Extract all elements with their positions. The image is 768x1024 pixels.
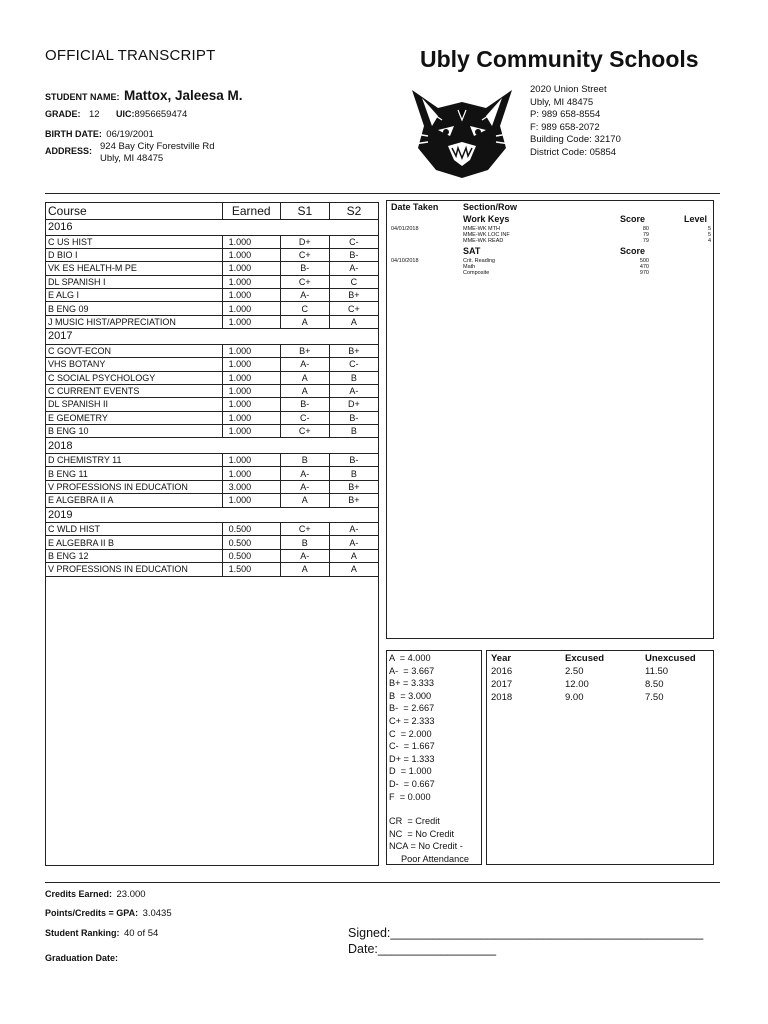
s2-grade: B- [329, 453, 378, 466]
s2-grade: B+ [329, 344, 378, 357]
course-row [46, 411, 379, 424]
s1-grade: A [280, 371, 329, 384]
work-keys-score: 79 [642, 232, 649, 238]
grade-scale-line: D+ = 1.333 [389, 753, 435, 764]
course-row [46, 425, 379, 438]
student-name-label: STUDENT NAME: [45, 92, 120, 102]
s1-grade: B [280, 536, 329, 549]
s1-header: S1 [280, 203, 329, 220]
signature-line: Signed:_____________________________________________ [348, 926, 704, 940]
s1-grade: A- [280, 289, 329, 302]
course-row [46, 494, 379, 507]
school-street: 2020 Union Street [530, 84, 607, 95]
school-address [530, 84, 621, 160]
year-row [46, 329, 379, 345]
credits-label: Credits Earned: [45, 889, 113, 899]
course-row [46, 371, 379, 384]
s1-grade: C- [280, 411, 329, 424]
s1-grade: B [280, 453, 329, 466]
attendance-excused: 12.00 [565, 679, 589, 690]
credits-earned: 1.000 [222, 289, 280, 302]
sat-score: 970 [639, 270, 649, 276]
course-row [46, 384, 379, 397]
course-name: J MUSIC HIST/APPRECIATION [46, 315, 223, 328]
s1-grade: C+ [280, 425, 329, 438]
course-row [46, 467, 379, 480]
course-name: B ENG 09 [46, 302, 223, 315]
s1-grade: A [280, 315, 329, 328]
school-phone: P: 989 658-8554 [530, 109, 601, 121]
s2-grade: A- [329, 536, 378, 549]
credits-earned: 1.000 [222, 302, 280, 315]
date-line: Date:_________________ [348, 942, 497, 956]
ranking-label: Student Ranking: [45, 928, 120, 938]
course-name: C US HIST [46, 235, 223, 248]
year-row [46, 507, 379, 523]
course-name: V PROFESSIONS IN EDUCATION [46, 480, 223, 493]
course-name: E GEOMETRY [46, 411, 223, 424]
credits-value: 23.000 [116, 889, 146, 900]
s2-grade: C+ [329, 302, 378, 315]
s1-grade: A [280, 563, 329, 576]
attendance-box [486, 650, 714, 865]
s1-grade: B- [280, 262, 329, 275]
s1-grade: C+ [280, 248, 329, 261]
course-name: C WLD HIST [46, 523, 223, 536]
credits-earned: 1.000 [222, 358, 280, 371]
course-name: E ALGEBRA II A [46, 494, 223, 507]
attendance-excused: 9.00 [565, 692, 584, 703]
credits-earned: 1.000 [222, 235, 280, 248]
uic-value: 8956659474 [134, 109, 188, 120]
course-name: B ENG 12 [46, 549, 223, 562]
gpa-label: Points/Credits = GPA: [45, 908, 139, 918]
test-scores-box [386, 200, 714, 639]
grade-row [45, 104, 187, 122]
grade-scale-line: C- = 1.667 [389, 741, 435, 752]
course-row [46, 358, 379, 371]
wildcat-mascot-logo [408, 86, 516, 180]
course-row [46, 398, 379, 411]
course-row [46, 248, 379, 261]
earned-header: Earned [222, 203, 280, 220]
s2-grade: B [329, 467, 378, 480]
sat-section: Math [463, 264, 476, 270]
grade-code-line: Poor Attendance [401, 853, 469, 864]
year-label: 2017 [46, 329, 379, 345]
credits-earned: 0.500 [222, 549, 280, 562]
header-divider [45, 193, 720, 194]
year-label: 2018 [46, 438, 379, 454]
s1-grade: A [280, 384, 329, 397]
s2-grade: A [329, 563, 378, 576]
uic-label: UIC: [115, 109, 135, 119]
s2-grade: B- [329, 411, 378, 424]
grade-code-line: NCA = No Credit - [389, 841, 463, 852]
course-name: B ENG 11 [46, 467, 223, 480]
s1-grade: B- [280, 398, 329, 411]
s1-grade: A- [280, 467, 329, 480]
address-label: ADDRESS: [45, 146, 93, 156]
s2-grade: B+ [329, 480, 378, 493]
course-name: D CHEMISTRY 11 [46, 453, 223, 466]
s1-grade: A [280, 494, 329, 507]
s1-grade: A- [280, 549, 329, 562]
gpa-value: 3.0435 [142, 908, 172, 919]
sat-date: 04/10/2018 [391, 258, 419, 264]
credits-earned: 1.000 [222, 398, 280, 411]
sat-score: 470 [639, 264, 649, 270]
s2-grade: B- [329, 248, 378, 261]
section-row-header: Section/Row [463, 202, 518, 212]
grade-scale-line: F = 0.000 [389, 791, 431, 802]
address-row [45, 141, 92, 159]
date-taken-header: Date Taken [391, 202, 439, 212]
s2-grade: B+ [329, 494, 378, 507]
course-header: Course [46, 203, 223, 220]
s1-grade: B+ [280, 344, 329, 357]
attendance-year-header: Year [491, 653, 512, 664]
s2-grade: B [329, 425, 378, 438]
student-address [100, 141, 215, 165]
course-name: DL SPANISH I [46, 275, 223, 288]
grade-scale-box [386, 650, 482, 865]
grade-scale-line: C+ = 2.333 [389, 715, 435, 726]
s2-grade: C [329, 275, 378, 288]
birth-date-label: BIRTH DATE: [45, 129, 102, 139]
gpa-row [45, 903, 172, 921]
school-name: Ubly Community Schools [420, 46, 699, 72]
sat-title: SAT [463, 246, 481, 256]
attendance-unexcused: 7.50 [645, 692, 664, 703]
year-label: 2016 [46, 220, 379, 236]
s2-header: S2 [329, 203, 378, 220]
course-name: V PROFESSIONS IN EDUCATION [46, 563, 223, 576]
attendance-unexcused: 8.50 [645, 679, 664, 690]
credits-earned: 1.000 [222, 384, 280, 397]
s2-grade: C- [329, 358, 378, 371]
s1-grade: A- [280, 480, 329, 493]
s2-grade: B [329, 371, 378, 384]
credits-earned: 1.000 [222, 262, 280, 275]
work-keys-level: 5 [707, 226, 711, 232]
course-row [46, 262, 379, 275]
attendance-unexcused-header: Unexcused [645, 653, 696, 664]
course-name: C CURRENT EVENTS [46, 384, 223, 397]
attendance-year: 2017 [491, 679, 513, 690]
course-row [46, 302, 379, 315]
sat-section: Crit. Reading [463, 258, 496, 264]
course-name: D BIO I [46, 248, 223, 261]
credits-earned: 1.500 [222, 563, 280, 576]
course-row [46, 315, 379, 328]
s2-grade: D+ [329, 398, 378, 411]
sat-score-header: Score [620, 246, 646, 256]
grade-scale-line: D- = 0.667 [389, 778, 435, 789]
credits-earned: 1.000 [222, 371, 280, 384]
grade-scale-line: A- = 3.667 [389, 665, 435, 676]
work-keys-title: Work Keys [463, 214, 510, 224]
attendance-excused-header: Excused [565, 653, 605, 664]
s2-grade: A [329, 549, 378, 562]
work-keys-level: 5 [707, 232, 711, 238]
course-row [46, 480, 379, 493]
s2-grade: B+ [329, 289, 378, 302]
s1-grade: C+ [280, 275, 329, 288]
grade-value: 12 [88, 109, 100, 120]
credits-earned: 0.500 [222, 536, 280, 549]
course-name: B ENG 10 [46, 425, 223, 438]
school-fax: F: 989 658-2072 [530, 121, 600, 133]
work-keys-section: MME-WK LOC INF [463, 232, 510, 238]
work-keys-section: MME-WK MTH [463, 226, 500, 232]
school-city: Ubly, MI 48475 [530, 96, 594, 108]
course-name: VK ES HEALTH-M PE [46, 262, 223, 275]
student-name: Mattox, Jaleesa M. [123, 88, 243, 103]
grade-scale-line: D = 1.000 [389, 766, 432, 777]
graduation-label: Graduation Date: [45, 953, 119, 963]
grade-scale-line: A = 4.000 [389, 653, 431, 663]
course-table-header [46, 203, 379, 220]
course-row [46, 563, 379, 576]
district-code: District Code: 05854 [530, 146, 617, 158]
address-line-1: 924 Bay City Forestville Rd [100, 141, 215, 152]
work-keys-score: 80 [642, 226, 649, 232]
credits-earned: 0.500 [222, 523, 280, 536]
grade-scale-line: B- = 2.667 [389, 703, 435, 714]
credits-earned: 1.000 [222, 248, 280, 261]
year-row [46, 438, 379, 454]
address-line-2: Ubly, MI 48475 [100, 153, 164, 164]
sat-score: 500 [639, 258, 649, 264]
s1-grade: C [280, 302, 329, 315]
course-row [46, 549, 379, 562]
credits-earned: 1.000 [222, 453, 280, 466]
s1-grade: D+ [280, 235, 329, 248]
course-name: VHS BOTANY [46, 358, 223, 371]
document-title: OFFICIAL TRANSCRIPT [45, 47, 216, 64]
course-row [46, 275, 379, 288]
birth-date-value: 06/19/2001 [106, 129, 154, 140]
course-name: E ALGEBRA II B [46, 536, 223, 549]
credits-earned: 1.000 [222, 467, 280, 480]
credits-earned: 3.000 [222, 480, 280, 493]
grade-code-line: NC = No Credit [389, 828, 455, 839]
course-table-box [45, 202, 379, 866]
s2-grade: A- [329, 262, 378, 275]
work-keys-level-header: Level [684, 214, 708, 224]
grade-label: GRADE: [45, 109, 81, 119]
ranking-row [45, 923, 158, 941]
grade-scale-line: B+ = 3.333 [389, 678, 434, 689]
course-row [46, 536, 379, 549]
course-name: C GOVT-ECON [46, 344, 223, 357]
s2-grade: A- [329, 523, 378, 536]
s1-grade: A- [280, 358, 329, 371]
course-row [46, 523, 379, 536]
course-row [46, 235, 379, 248]
s1-grade: C+ [280, 523, 329, 536]
attendance-year: 2016 [491, 666, 513, 677]
s2-grade: A- [329, 384, 378, 397]
attendance-unexcused: 11.50 [645, 666, 669, 677]
ranking-value: 40 of 54 [123, 928, 159, 939]
course-row [46, 344, 379, 357]
student-name-row [45, 87, 243, 105]
credits-earned: 1.000 [222, 494, 280, 507]
grade-scale-line: B = 3.000 [389, 690, 432, 701]
course-name: C SOCIAL PSYCHOLOGY [46, 371, 223, 384]
grade-scale-line: C = 2.000 [389, 728, 432, 739]
year-row [46, 220, 379, 236]
birth-row [45, 124, 154, 142]
sat-section: Composite [463, 270, 490, 276]
course-table [45, 202, 379, 577]
building-code: Building Code: 32170 [530, 134, 621, 146]
work-keys-date: 04/01/2018 [391, 226, 419, 232]
credits-earned: 1.000 [222, 411, 280, 424]
credits-earned: 1.000 [222, 275, 280, 288]
work-keys-score: 79 [642, 238, 649, 244]
s2-grade: C- [329, 235, 378, 248]
work-keys-score-header: Score [620, 214, 646, 224]
work-keys-level: 4 [707, 238, 711, 244]
graduation-row [45, 948, 118, 966]
course-row [46, 289, 379, 302]
credits-earned: 1.000 [222, 315, 280, 328]
course-name: DL SPANISH II [46, 398, 223, 411]
course-name: E ALG I [46, 289, 223, 302]
attendance-year: 2018 [491, 692, 513, 703]
credits-row [45, 884, 146, 902]
credits-earned: 1.000 [222, 344, 280, 357]
course-row [46, 453, 379, 466]
footer-divider [45, 882, 720, 883]
work-keys-section: MME-WK READ [463, 238, 504, 244]
s2-grade: A [329, 315, 378, 328]
grade-code-line: CR = Credit [389, 816, 440, 827]
credits-earned: 1.000 [222, 425, 280, 438]
year-label: 2019 [46, 507, 379, 523]
attendance-excused: 2.50 [565, 666, 584, 677]
